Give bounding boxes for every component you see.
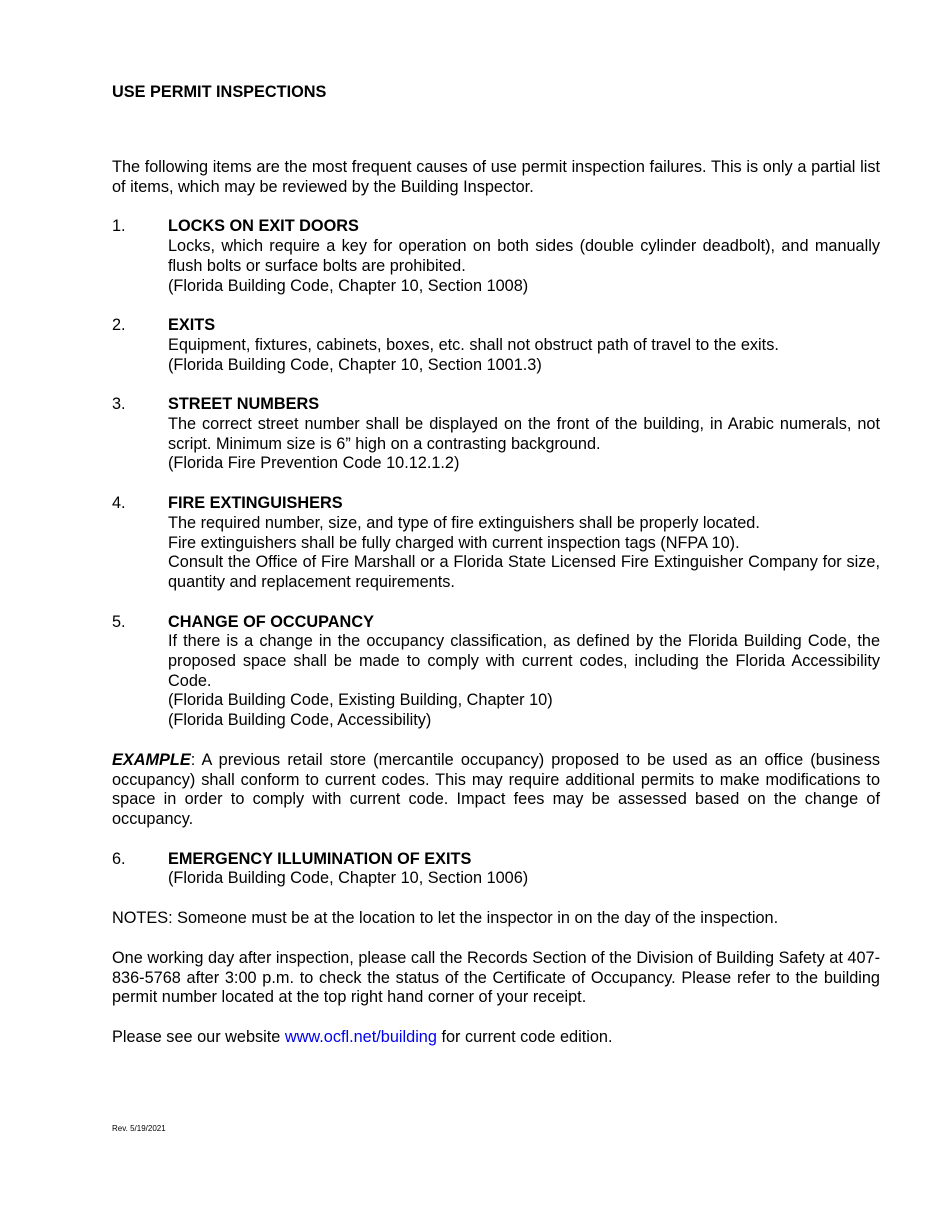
item-heading: FIRE EXTINGUISHERS	[168, 494, 343, 513]
list-item-exits	[112, 316, 880, 375]
item-reference: (Florida Building Code, Accessibility)	[168, 711, 432, 730]
list-item-fire-extinguishers	[112, 494, 880, 593]
item-reference: (Florida Fire Prevention Code 10.12.1.2)	[168, 454, 460, 473]
example-text: : A previous retail store (mercantile occupancy) proposed to be used as an office (business occupancy) shall conform to current codes. This may require additional permits to make modifications to space in order to comply with current code. Impact fees may be assessed based on the change of occupancy.	[112, 750, 880, 828]
item-number: 2.	[112, 316, 126, 335]
item-body: Equipment, fixtures, cabinets, boxes, etc. shall not obstruct path of travel to the exits.	[168, 335, 779, 354]
item-number: 6.	[112, 849, 126, 868]
list-item-street-numbers	[112, 395, 880, 474]
notes-paragraph: NOTES: Someone must be at the location to let the inspector in on the day of the inspection.	[112, 909, 779, 928]
document-page	[112, 82, 880, 1048]
item-reference: (Florida Building Code, Existing Building, Chapter 10)	[168, 691, 553, 710]
page-title: USE PERMIT INSPECTIONS	[112, 83, 327, 101]
website-text-before: Please see our website	[112, 1027, 285, 1046]
item-body: If there is a change in the occupancy classification, as defined by the Florida Building Code, the proposed space shall be made to comply with current codes, including the Florida Accessibility Code.	[168, 632, 880, 690]
item-number: 1.	[112, 217, 126, 236]
item-body-line: Consult the Office of Fire Marshall or a Florida State Licensed Fire Extinguisher Company for size, quantity and replacement requirements.	[168, 553, 880, 591]
item-body: The correct street number shall be displayed on the front of the building, in Arabic numerals, not script. Minimum size is 6” high on a contrasting background.	[168, 415, 880, 453]
item-number: 3.	[112, 395, 126, 414]
list-item-locks	[112, 217, 880, 296]
followup-paragraph: One working day after inspection, please call the Records Section of the Division of Building Safety at 407-836-5768 after 3:00 p.m. to check the status of the Certificate of Occupancy. Please refer to the building permit number located at the top right hand corner of your receipt.	[112, 948, 880, 1007]
website-text-after: for current code edition.	[436, 1027, 613, 1046]
list-item-change-of-occupancy	[112, 613, 880, 731]
revision-date: Rev. 5/19/2021	[112, 1124, 166, 1133]
item-heading: CHANGE OF OCCUPANCY	[168, 612, 374, 631]
example-paragraph	[112, 751, 880, 830]
item-heading: EMERGENCY ILLUMINATION OF EXITS	[168, 849, 472, 868]
item-number: 5.	[112, 612, 126, 631]
item-reference: (Florida Building Code, Chapter 10, Section 1006)	[168, 869, 529, 888]
website-paragraph	[112, 1028, 880, 1048]
example-label: EXAMPLE	[112, 750, 191, 769]
item-number: 4.	[112, 494, 126, 513]
item-heading: LOCKS ON EXIT DOORS	[168, 217, 359, 236]
website-link[interactable]: www.ocfl.net/building	[284, 1027, 437, 1046]
item-reference: (Florida Building Code, Chapter 10, Section 1001.3)	[168, 355, 542, 374]
item-body-line: The required number, size, and type of fire extinguishers shall be properly located.	[168, 513, 760, 532]
item-heading: STREET NUMBERS	[168, 395, 320, 414]
item-heading: EXITS	[168, 316, 216, 335]
intro-paragraph: The following items are the most frequent causes of use permit inspection failures. This is only a partial list of items, which may be reviewed by the Building Inspector.	[112, 158, 880, 196]
item-body: Locks, which require a key for operation on both sides (double cylinder deadbolt), and manually flush bolts or surface bolts are prohibited.	[168, 237, 880, 275]
item-body-line: Fire extinguishers shall be fully charged with current inspection tags (NFPA 10).	[168, 533, 740, 552]
item-reference: (Florida Building Code, Chapter 10, Section 1008)	[168, 276, 529, 295]
list-item-emergency-illumination	[112, 850, 880, 889]
